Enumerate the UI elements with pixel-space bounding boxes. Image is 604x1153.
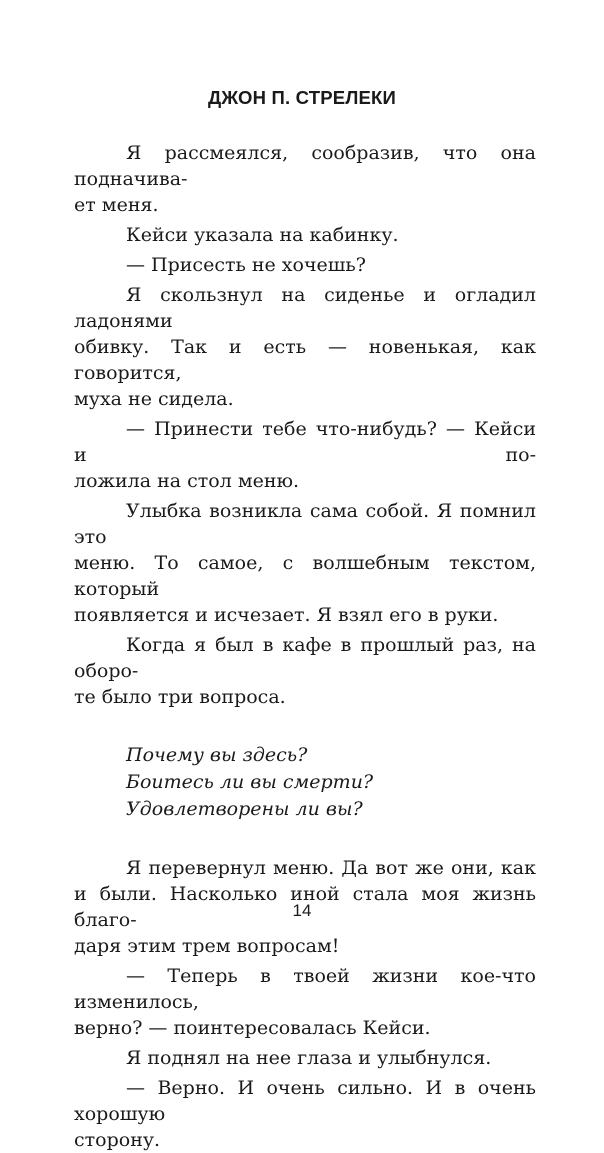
text-line: верно? — поинтересовалась Кейси.: [74, 1017, 431, 1039]
running-header: ДЖОН П. СТРЕЛЕКИ: [207, 87, 397, 108]
text-line: ет меня.: [74, 194, 159, 216]
text-line: — Теперь в твоей жизни кое-что изменилось,: [74, 965, 536, 1013]
text-line: муха не сидела.: [74, 388, 234, 410]
paragraph: [74, 416, 536, 494]
text-line: ложила на стол меню.: [74, 470, 300, 492]
text-line: Улыбка возникла сама собой. Я помнил это: [74, 500, 536, 548]
text-line: сторону.: [74, 1129, 161, 1151]
paragraph: [74, 252, 536, 278]
text-line: — Принести тебе что-нибудь? — Кейси и по-: [74, 418, 536, 466]
paragraph: [74, 140, 536, 218]
question-line: Удовлетворены ли вы?: [126, 798, 363, 820]
text-line: те было три вопроса.: [74, 686, 286, 708]
questions-block: [74, 742, 536, 823]
text-line: появляется и исчезает. Я взял его в руки.: [74, 604, 499, 626]
text-line: и были. Насколько иной стала моя жизнь благо-: [74, 883, 536, 931]
text-line: меню. То самое, с волшебным текстом, который: [74, 552, 536, 600]
paragraph: [74, 963, 536, 1041]
question-line: Почему вы здесь?: [126, 744, 308, 766]
text-line: Я скользнул на сиденье и огладил ладонями: [74, 284, 536, 332]
question-line: Боитесь ли вы смерти?: [126, 771, 374, 793]
text-line: Я перевернул меню. Да вот же они, как: [126, 857, 536, 879]
page-number: 14: [292, 901, 312, 920]
paragraph: [74, 632, 536, 710]
body-text: [74, 140, 536, 1153]
text-line: Я поднял на нее глаза и улыбнулся.: [126, 1047, 492, 1069]
text-line: — Верно. И очень сильно. И в очень хорошую: [74, 1077, 536, 1125]
paragraph: [74, 1075, 536, 1153]
paragraph: [74, 498, 536, 628]
text-line: обивку. Так и есть — новенькая, как говорится,: [74, 336, 536, 384]
paragraph: [74, 222, 536, 248]
text-line: Кейси указала на кабинку.: [126, 224, 399, 246]
text-line: даря этим трем вопросам!: [74, 935, 340, 957]
text-line: Я рассмеялся, сообразив, что она подначива-: [74, 142, 536, 190]
text-line: — Присесть не хочешь?: [126, 254, 366, 276]
paragraph: [74, 1045, 536, 1071]
paragraph: [74, 282, 536, 412]
text-line: Когда я был в кафе в прошлый раз, на оборо-: [74, 634, 536, 682]
